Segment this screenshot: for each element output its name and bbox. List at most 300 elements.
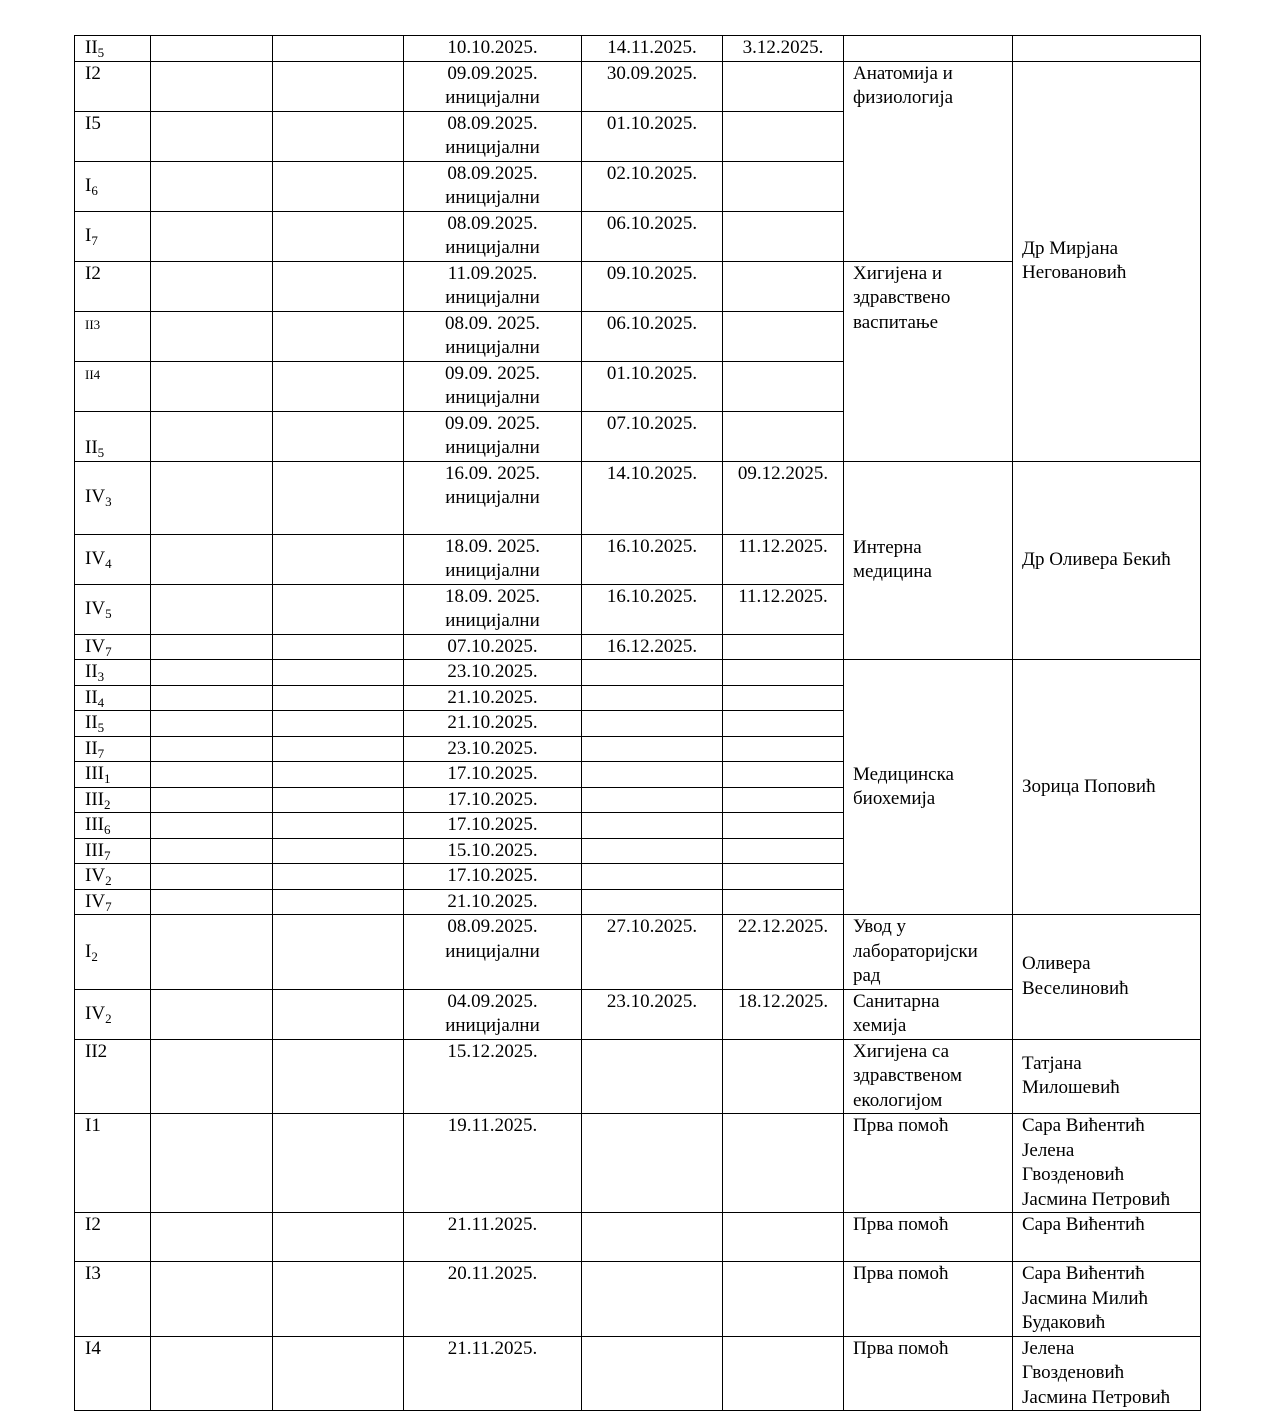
date-text: 02.10.2025. [606, 162, 698, 184]
teacher-cell [1013, 1262, 1201, 1337]
subject-cell [844, 989, 1013, 1039]
date-cell-1 [404, 1213, 582, 1262]
empty-cell [273, 685, 404, 711]
teacher-name: Гвозденовић [1022, 1362, 1125, 1383]
date-text: 16.10.2025. [606, 535, 698, 557]
date-text: иницијални [445, 437, 540, 458]
subject-cell [844, 915, 1013, 990]
empty-cell [273, 989, 404, 1039]
class-cell [75, 161, 151, 211]
teacher-name: Татјана [1022, 1052, 1082, 1074]
date-cell-3 [723, 762, 844, 788]
date-text: 18.12.2025. [737, 990, 829, 1012]
date-text: иницијални [445, 940, 540, 962]
empty-cell [273, 534, 404, 584]
teacher-cell [1013, 1114, 1201, 1213]
class-cell [75, 261, 151, 311]
date-text: 3.12.2025. [742, 37, 824, 58]
empty-cell [151, 584, 273, 634]
empty-cell [151, 711, 273, 737]
empty-cell [273, 889, 404, 915]
date-text: 11.12.2025. [738, 585, 828, 607]
class-code: I2 [85, 1214, 101, 1235]
date-cell-3 [723, 889, 844, 915]
subject-cell [844, 261, 1013, 461]
teacher-cell [1013, 1039, 1201, 1114]
date-cell-2 [582, 1039, 723, 1114]
class-code: III [85, 763, 104, 784]
subject-name: Хигијена и [853, 262, 943, 284]
date-text: иницијални [445, 237, 540, 258]
date-cell-2 [582, 787, 723, 813]
date-cell-2 [582, 989, 723, 1039]
subject-name: екологијом [853, 1089, 943, 1111]
teacher-name: Јасмина Милић [1022, 1287, 1149, 1309]
table-row [75, 61, 1201, 111]
date-text: 23.10.2025. [447, 737, 538, 759]
date-text: 07.10.2025. [606, 412, 698, 434]
date-cell-3 [723, 813, 844, 839]
class-code: II [85, 661, 98, 682]
date-cell-3 [723, 411, 844, 461]
teacher-name: Сара Вићентић [1022, 1214, 1145, 1235]
empty-cell [151, 1336, 273, 1411]
date-text: 10.10.2025. [447, 37, 538, 58]
class-code: II [85, 712, 98, 733]
class-cell [75, 736, 151, 762]
date-cell-1 [404, 989, 582, 1039]
class-code: I2 [85, 262, 101, 284]
date-cell-2 [582, 1336, 723, 1411]
class-subscript: 7 [103, 847, 111, 863]
date-cell-3 [723, 534, 844, 584]
empty-cell [151, 813, 273, 839]
class-subscript: 2 [105, 873, 112, 888]
empty-cell [151, 534, 273, 584]
date-text: 21.10.2025. [447, 890, 538, 912]
class-code: II [85, 37, 98, 58]
teacher-name: Оливера [1022, 953, 1091, 975]
class-subscript: 5 [97, 445, 105, 460]
class-subscript: 4 [105, 555, 112, 571]
class-code: III [85, 839, 104, 861]
empty-cell [151, 1039, 273, 1114]
date-text: иницијални [445, 610, 540, 631]
date-cell-1 [404, 411, 582, 461]
subject-name: хемија [853, 1015, 907, 1036]
subject-cell [844, 1336, 1013, 1411]
class-subscript: 2 [105, 1010, 112, 1026]
empty-cell [151, 889, 273, 915]
date-cell-2 [582, 915, 723, 990]
class-cell [75, 36, 151, 62]
class-cell [75, 660, 151, 686]
class-subscript: 1 [103, 771, 111, 786]
date-cell-3 [723, 261, 844, 311]
subject-name: биохемија [853, 788, 936, 809]
class-subscript: 5 [105, 605, 112, 621]
date-text: 21.10.2025. [447, 686, 538, 708]
date-cell-3 [723, 685, 844, 711]
empty-cell [151, 787, 273, 813]
subject-name: физиологија [853, 87, 954, 108]
empty-cell [273, 261, 404, 311]
class-code: I5 [85, 112, 101, 134]
empty-cell [151, 736, 273, 762]
class-subscript: 7 [105, 643, 112, 659]
date-cell-2 [582, 864, 723, 890]
date-cell-2 [582, 1213, 723, 1262]
class-cell [75, 584, 151, 634]
class-code: I [85, 224, 92, 246]
class-cell [75, 889, 151, 915]
date-cell-1 [404, 584, 582, 634]
date-cell-2 [582, 762, 723, 788]
subject-cell [844, 461, 1013, 660]
class-code: IV [85, 635, 106, 657]
teacher-name: Будаковић [1022, 1312, 1106, 1333]
date-cell-1 [404, 736, 582, 762]
date-cell-1 [404, 787, 582, 813]
empty-cell [151, 685, 273, 711]
table-row [75, 1336, 1201, 1411]
date-cell-1 [404, 361, 582, 411]
class-cell [75, 989, 151, 1039]
empty-cell [273, 762, 404, 788]
date-text: иницијални [445, 337, 540, 358]
date-cell-2 [582, 711, 723, 737]
date-cell-3 [723, 161, 844, 211]
date-cell-1 [404, 161, 582, 211]
date-text: 09.09. 2025. [445, 362, 540, 384]
empty-cell [151, 361, 273, 411]
class-subscript: 3 [97, 669, 105, 684]
date-cell-2 [582, 1262, 723, 1337]
date-text: 16.12.2025. [606, 635, 698, 657]
empty-cell [273, 1114, 404, 1213]
teacher-name: Сара Вићентић [1022, 1115, 1145, 1136]
subject-name: лабораторијски [853, 940, 978, 962]
table-row [75, 660, 1201, 686]
date-text: 01.10.2025. [606, 112, 698, 134]
class-subscript: 2 [91, 948, 98, 964]
date-cell-3 [723, 660, 844, 686]
class-code: I3 [85, 1263, 101, 1284]
date-cell-2 [582, 261, 723, 311]
date-text: 06.10.2025. [606, 312, 698, 334]
subject-name: здравственом [853, 1065, 962, 1086]
date-cell-1 [404, 36, 582, 62]
date-cell-3 [723, 634, 844, 660]
class-cell [75, 813, 151, 839]
class-code: III [85, 814, 104, 835]
date-text: иницијални [445, 1015, 540, 1036]
date-cell-3 [723, 111, 844, 161]
date-cell-1 [404, 838, 582, 864]
date-cell-2 [582, 461, 723, 534]
date-text: 16.10.2025. [606, 585, 698, 607]
date-cell-2 [582, 61, 723, 111]
empty-cell [273, 1213, 404, 1262]
date-text: 04.09.2025. [447, 990, 538, 1012]
subject-name: Прва помоћ [853, 1115, 949, 1136]
date-cell-1 [404, 1336, 582, 1411]
class-code: III [85, 788, 104, 810]
class-cell [75, 864, 151, 890]
date-cell-3 [723, 736, 844, 762]
empty-cell [151, 1114, 273, 1213]
class-code: I2 [85, 62, 101, 84]
class-subscript: 6 [103, 822, 111, 837]
subject-name: васпитање [853, 311, 939, 333]
date-cell-3 [723, 1114, 844, 1213]
class-cell [75, 1114, 151, 1213]
teacher-name: Јасмина Петровић [1022, 1386, 1171, 1408]
class-subscript: 5 [97, 720, 105, 735]
date-cell-1 [404, 685, 582, 711]
empty-cell [151, 311, 273, 361]
class-cell [75, 634, 151, 660]
date-text: 08.09.2025. [447, 212, 538, 234]
subject-name: Медицинска [853, 763, 954, 785]
date-text: 17.10.2025. [447, 763, 538, 784]
empty-cell [151, 411, 273, 461]
empty-cell [273, 36, 404, 62]
teacher-name: Негованoвић [1022, 262, 1127, 283]
date-cell-2 [582, 411, 723, 461]
date-text: иницијални [445, 287, 540, 308]
empty-cell [151, 838, 273, 864]
date-text: 09.09.2025. [447, 62, 538, 84]
empty-cell [151, 1262, 273, 1337]
subject-cell [844, 1039, 1013, 1114]
class-code: IV [85, 547, 106, 569]
date-text: иницијални [445, 137, 540, 158]
subject-name: рад [853, 965, 881, 986]
schedule-table [74, 35, 1201, 1411]
date-text: 17.10.2025. [447, 814, 538, 835]
class-cell [75, 411, 151, 461]
date-text: 14.10.2025. [606, 462, 698, 484]
teacher-name: Сара Вићентић [1022, 1263, 1145, 1284]
date-text: иницијални [445, 87, 540, 108]
empty-cell [151, 1213, 273, 1262]
empty-cell [151, 211, 273, 261]
subject-name: здравствено [853, 287, 951, 308]
date-text: 23.10.2025. [606, 990, 698, 1012]
date-cell-3 [723, 461, 844, 534]
class-subscript: 4 [97, 694, 105, 710]
date-cell-1 [404, 1039, 582, 1114]
subject-name: Интерна [853, 536, 922, 558]
date-cell-3 [723, 211, 844, 261]
subject-name: медицина [853, 561, 932, 583]
class-code: I [85, 174, 92, 196]
class-cell [75, 61, 151, 111]
subject-cell [844, 1262, 1013, 1337]
date-cell-2 [582, 111, 723, 161]
class-code: II [85, 737, 98, 759]
date-text: 08.09.2025. [447, 162, 538, 184]
date-cell-2 [582, 813, 723, 839]
date-cell-2 [582, 634, 723, 660]
date-cell-1 [404, 915, 582, 990]
date-cell-2 [582, 736, 723, 762]
empty-cell [273, 111, 404, 161]
empty-cell [273, 361, 404, 411]
class-cell [75, 711, 151, 737]
date-cell-1 [404, 660, 582, 686]
date-text: 06.10.2025. [606, 212, 698, 234]
class-cell [75, 1262, 151, 1337]
empty-cell [273, 1336, 404, 1411]
class-code: II [85, 437, 98, 458]
date-cell-1 [404, 61, 582, 111]
table-row [75, 1213, 1201, 1262]
subject-name: Прва помоћ [853, 1263, 949, 1284]
teacher-cell [1013, 915, 1201, 1040]
subject-name: Анатомија и [853, 62, 953, 84]
class-cell [75, 461, 151, 534]
table-row [75, 1114, 1201, 1213]
teacher-name: Др Оливера Бекић [1022, 549, 1171, 570]
empty-cell [273, 461, 404, 534]
date-text: 15.12.2025. [447, 1040, 538, 1062]
date-cell-1 [404, 762, 582, 788]
empty-cell [273, 584, 404, 634]
date-cell-1 [404, 813, 582, 839]
date-text: 22.12.2025. [737, 916, 829, 937]
teacher-name: Зорица Поповић [1022, 775, 1156, 797]
class-code: IV [85, 597, 106, 619]
date-text: 16.09. 2025. [445, 462, 540, 484]
empty-cell [273, 864, 404, 890]
date-cell-1 [404, 1262, 582, 1337]
teacher-name: Јелена [1022, 1139, 1075, 1161]
date-cell-3 [723, 838, 844, 864]
empty-cell [151, 111, 273, 161]
date-cell-2 [582, 534, 723, 584]
date-text: 18.09. 2025. [445, 535, 540, 557]
subject-cell [844, 36, 1013, 62]
date-cell-3 [723, 1213, 844, 1262]
subject-name: Хигијена са [853, 1040, 950, 1062]
empty-cell [151, 36, 273, 62]
subject-cell [844, 1213, 1013, 1262]
class-cell [75, 1213, 151, 1262]
class-cell [75, 211, 151, 261]
empty-cell [273, 660, 404, 686]
empty-cell [151, 762, 273, 788]
class-code: I1 [85, 1115, 101, 1136]
date-cell-3 [723, 864, 844, 890]
date-cell-1 [404, 111, 582, 161]
class-code: IV [85, 865, 106, 886]
date-text: 08.09.2025. [447, 112, 538, 134]
date-text: 11.12.2025. [738, 535, 828, 557]
empty-cell [273, 838, 404, 864]
subject-name: Прва помоћ [853, 1214, 949, 1235]
empty-cell [273, 311, 404, 361]
empty-cell [273, 736, 404, 762]
teacher-name: Веселиновић [1022, 977, 1129, 999]
date-cell-2 [582, 211, 723, 261]
date-text: 09.09. 2025. [445, 412, 540, 434]
class-subscript: 3 [105, 494, 112, 510]
class-cell [75, 838, 151, 864]
class-cell [75, 1336, 151, 1411]
class-subscript: 2 [103, 796, 111, 812]
subject-cell [844, 1114, 1013, 1213]
date-cell-2 [582, 36, 723, 62]
class-code: II4 [85, 366, 101, 382]
empty-cell [151, 634, 273, 660]
date-text: иницијални [445, 560, 540, 581]
date-text: 17.10.2025. [447, 865, 538, 886]
class-subscript: 7 [91, 232, 98, 248]
class-subscript: 7 [105, 898, 112, 914]
table-row [75, 36, 1201, 62]
subject-cell [844, 61, 1013, 261]
class-cell [75, 787, 151, 813]
subject-cell [844, 660, 1013, 915]
date-cell-2 [582, 1114, 723, 1213]
date-text: 18.09. 2025. [445, 585, 540, 607]
date-cell-1 [404, 711, 582, 737]
date-text: 07.10.2025. [447, 635, 538, 657]
teacher-cell [1013, 1213, 1201, 1262]
date-cell-3 [723, 584, 844, 634]
empty-cell [273, 813, 404, 839]
date-text: 19.11.2025. [447, 1115, 538, 1136]
class-cell [75, 311, 151, 361]
teacher-name: Гвозденовић [1022, 1164, 1125, 1185]
class-cell [75, 361, 151, 411]
date-text: 21.10.2025. [447, 712, 538, 733]
empty-cell [151, 61, 273, 111]
class-cell [75, 1039, 151, 1114]
date-text: 17.10.2025. [447, 788, 538, 810]
date-cell-3 [723, 787, 844, 813]
date-cell-1 [404, 534, 582, 584]
empty-cell [151, 660, 273, 686]
teacher-cell [1013, 1336, 1201, 1411]
class-code: IV [85, 890, 106, 912]
class-code: II3 [85, 316, 101, 332]
empty-cell [273, 1039, 404, 1114]
date-cell-1 [404, 311, 582, 361]
teacher-cell [1013, 461, 1201, 660]
empty-cell [273, 1262, 404, 1337]
date-cell-2 [582, 838, 723, 864]
teacher-cell [1013, 61, 1201, 461]
class-cell [75, 111, 151, 161]
date-cell-2 [582, 361, 723, 411]
class-subscript: 6 [91, 182, 98, 198]
date-cell-1 [404, 889, 582, 915]
date-text: 30.09.2025. [606, 62, 698, 84]
empty-cell [273, 161, 404, 211]
date-text: иницијални [445, 187, 540, 208]
date-cell-3 [723, 1262, 844, 1337]
subject-name: Санитарна [853, 990, 940, 1012]
date-text: 08.09. 2025. [445, 312, 540, 334]
subject-name: Увод у [853, 916, 907, 937]
class-code: I4 [85, 1337, 101, 1359]
date-cell-1 [404, 211, 582, 261]
date-text: 21.11.2025. [447, 1214, 538, 1235]
date-text: 09.12.2025. [737, 462, 829, 484]
